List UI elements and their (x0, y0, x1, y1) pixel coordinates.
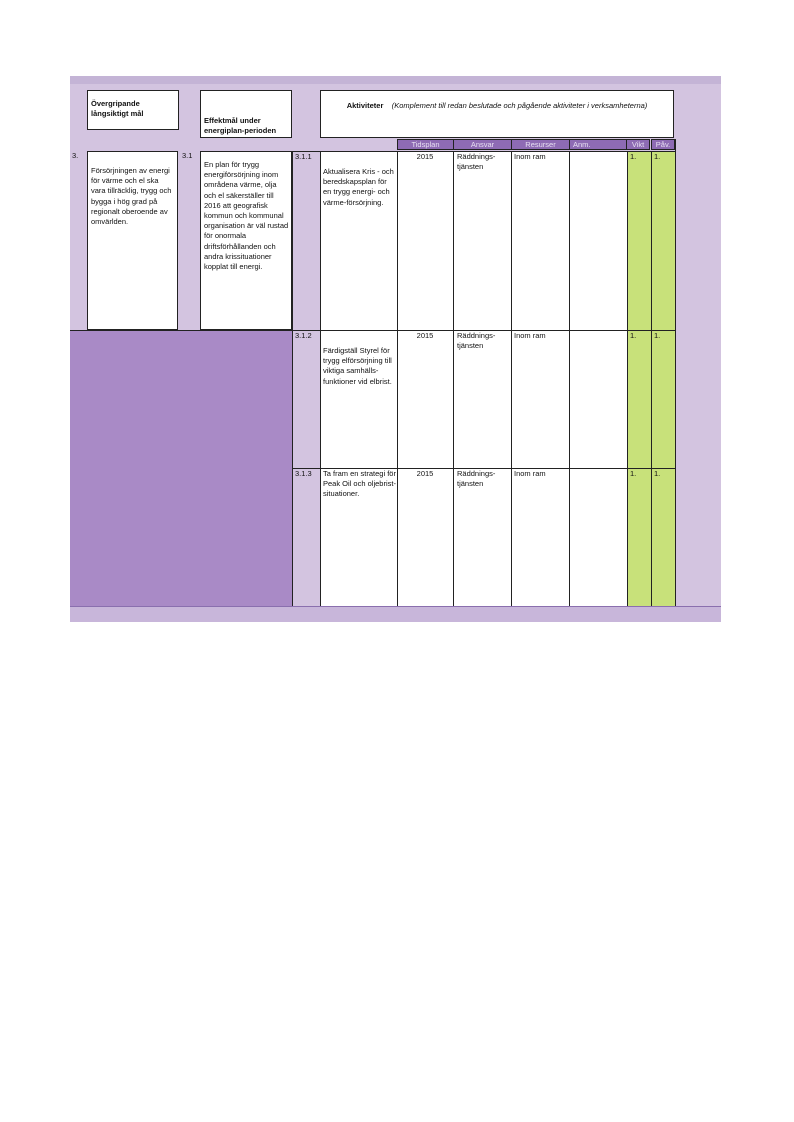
activity-resurser: Inom ram (514, 469, 546, 478)
activities-title-bold: Aktiviteter (346, 101, 384, 110)
grid-line (627, 151, 628, 606)
goal-number: 3. (72, 151, 79, 160)
activity-number-column (292, 151, 321, 606)
grid-line (675, 139, 676, 606)
grid-line (511, 151, 512, 606)
grid-line (453, 151, 454, 606)
col-header-pav: Påv. (651, 139, 675, 150)
activities-title-note: (Komplement till redan beslutade och pågående aktiviteter i verksamheterna) (391, 101, 648, 110)
col-header-vikt: Vikt (626, 139, 650, 150)
col-header-resurser: Resurser (511, 139, 570, 150)
activity-number: 3.1.3 (295, 469, 312, 478)
activity-resurser: Inom ram (514, 152, 546, 161)
effect-number: 3.1 (182, 151, 193, 160)
activity-resurser: Inom ram (514, 331, 546, 340)
grid-line (70, 330, 676, 331)
activity-number: 3.1.2 (295, 331, 312, 340)
col-header-tidsplan: Tidsplan (397, 139, 454, 150)
header-effect-goal: Effektmål under energiplan-perioden (200, 90, 292, 138)
grid-line (397, 151, 398, 606)
goal-text-cell: Försörjningen av energi för värme och el ska vara tillräcklig, trygg och bygga i hög grad på regionalt oberoende av omvärlden. (87, 151, 178, 330)
activity-ansvar: Räddnings-tjänsten (457, 152, 496, 172)
grid-line (320, 151, 321, 606)
col-header-anm: Anm. (569, 139, 627, 150)
sheet-bottom-band (70, 606, 721, 622)
activity-tidsplan: 2015 (416, 331, 434, 340)
sheet-top-strip (70, 76, 721, 84)
activity-tidsplan: 2015 (416, 469, 434, 478)
activity-tidsplan: 2015 (416, 152, 434, 161)
activity-number: 3.1.1 (295, 152, 312, 161)
activity-ansvar: Räddnings-tjänsten (457, 331, 496, 351)
effect-text-cell: En plan för trygg energiförsörjning inom områdena värme, olja och el säkerställer till 2016 att geografisk kommun och kommunal organisation är väl rustad för onormala driftsförhållanden och andra krissituationer kopplat till energi. (200, 151, 292, 330)
activity-vikt: 1. (630, 152, 637, 161)
activity-vikt: 1. (630, 331, 637, 340)
activity-pav: 1. (654, 152, 661, 161)
activity-vikt: 1. (630, 469, 637, 478)
grid-line (292, 151, 293, 606)
activity-text: Färdigställ Styrel för trygg elförsörjning till viktiga samhälls-funktioner vid elbrist. (323, 346, 392, 386)
activity-pav: 1. (654, 469, 661, 478)
activity-text: Aktualisera Kris - och beredskapsplan för en trygg energi- och värme-försörjning. (323, 167, 394, 207)
shaded-empty-area (70, 330, 292, 606)
col-header-ansvar: Ansvar (453, 139, 512, 150)
header-activities (320, 90, 674, 138)
header-long-term-goal: Övergripande långsiktigt mål (87, 90, 179, 130)
grid-line (569, 151, 570, 606)
activity-pav: 1. (654, 331, 661, 340)
activities-title (327, 101, 667, 111)
grid-line (651, 151, 652, 606)
activity-text: Ta fram en strategi för Peak Oil och oljebrist-situationer. (323, 469, 396, 499)
activity-ansvar: Räddnings-tjänsten (457, 469, 496, 489)
